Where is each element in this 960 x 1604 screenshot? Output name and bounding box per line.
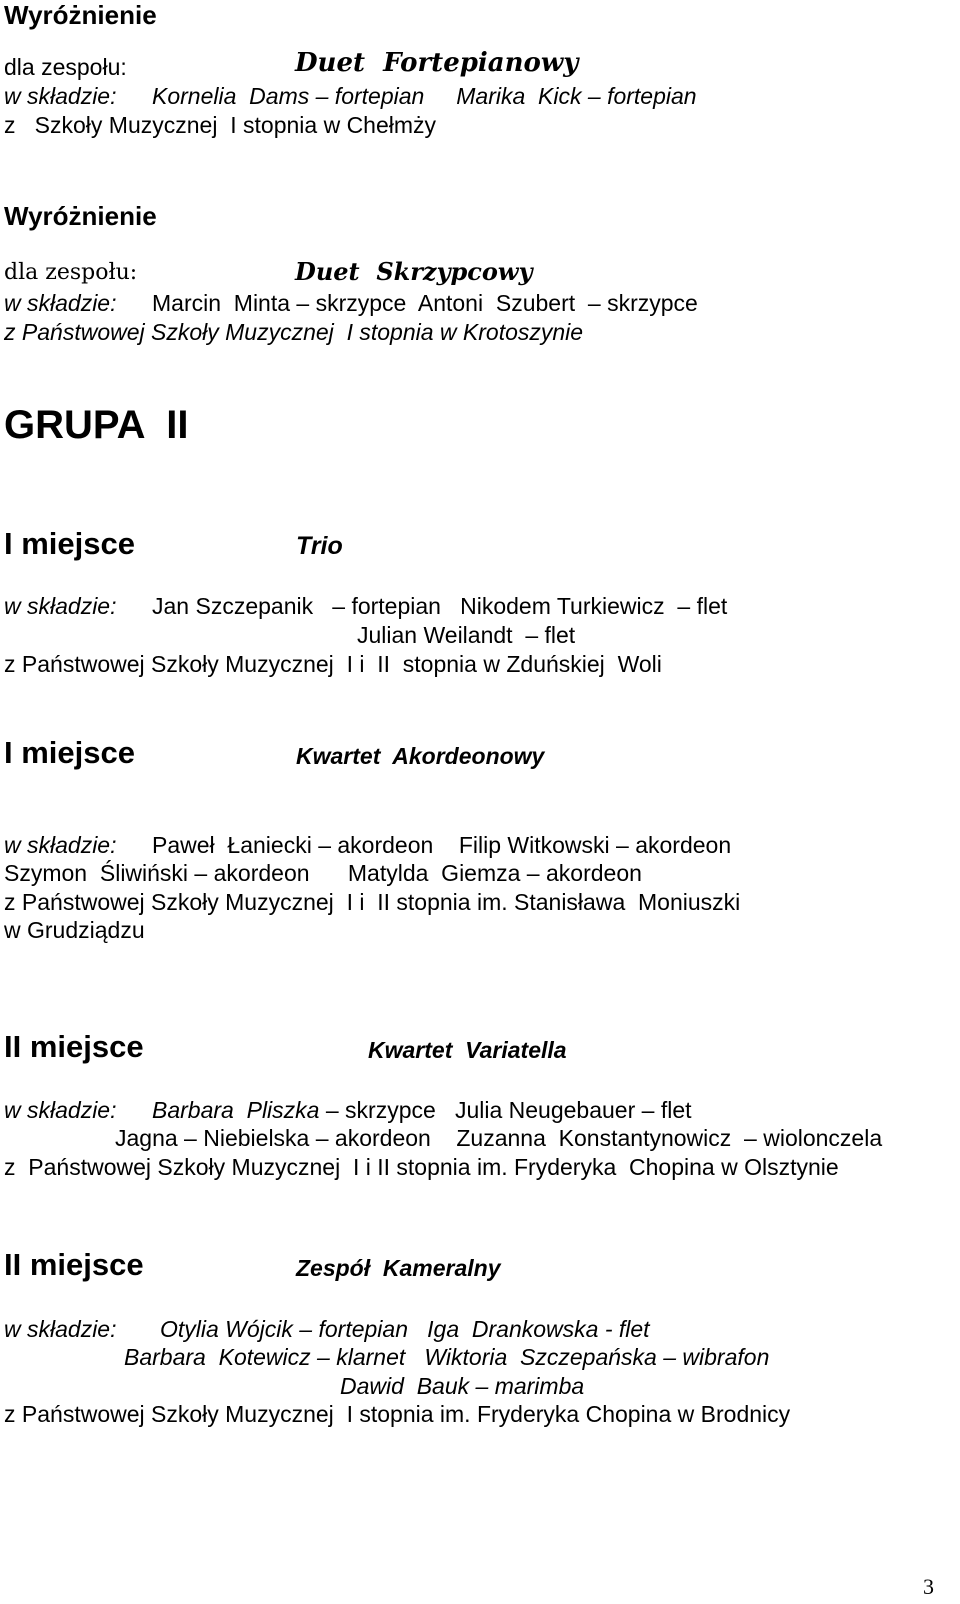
members-line: Szymon Śliwiński – akordeon Matylda Giemza – akordeon bbox=[4, 860, 642, 886]
school-name: z Państwowej Szkoły Muzycznej I stopnia w Krotoszynie bbox=[4, 319, 584, 345]
section-heading: Wyróżnienie bbox=[4, 0, 157, 30]
group-heading: GRUPA II bbox=[4, 403, 189, 447]
members-label: w składzie: bbox=[4, 1316, 117, 1342]
ensemble-name: Kwartet Akordeonowy bbox=[296, 743, 545, 769]
members-line: Jan Szczepanik – fortepian Nikodem Turkiewicz – flet bbox=[152, 593, 728, 619]
members-line: Kornelia Dams – fortepian Marika Kick – fortepian bbox=[152, 83, 697, 109]
member-roles: – skrzypce Julia Neugebauer – flet bbox=[319, 1097, 692, 1123]
school-name: z Państwowej Szkoły Muzycznej I i II stopnia im. Fryderyka Chopina w Olsztynie bbox=[4, 1154, 839, 1180]
ensemble-name: Kwartet Variatella bbox=[368, 1037, 567, 1063]
members-label: w składzie: bbox=[4, 290, 117, 316]
members-label: w składzie: bbox=[4, 832, 117, 858]
members-line: Julian Weilandt – flet bbox=[357, 622, 576, 648]
members-line: Marcin Minta – skrzypce Antoni Szubert – skrzypce bbox=[152, 290, 698, 316]
page-number: 3 bbox=[923, 1574, 934, 1599]
school-name: z Państwowej Szkoły Muzycznej I stopnia im. Fryderyka Chopina w Brodnicy bbox=[4, 1401, 791, 1427]
members-label: w składzie: bbox=[4, 1097, 117, 1123]
ensemble-name: Trio bbox=[296, 532, 343, 560]
school-name-continued: w Grudziądzu bbox=[4, 917, 145, 943]
members-line: Otylia Wójcik – fortepian Iga Drankowska - flet bbox=[160, 1316, 650, 1342]
school-name: z Państwowej Szkoły Muzycznej I i II stopnia w Zduńskiej Woli bbox=[4, 651, 662, 677]
section-heading: Wyróżnienie bbox=[4, 201, 157, 231]
ensemble-name: Zespół Kameralny bbox=[296, 1255, 501, 1281]
school-name: z Szkoły Muzycznej I stopnia w Chełmży bbox=[4, 112, 437, 138]
members-line: Barbara Kotewicz – klarnet Wiktoria Szczepańska – wibrafon bbox=[124, 1344, 770, 1370]
ensemble-name: Duet Fortepianowy bbox=[295, 48, 579, 78]
members-label: w składzie: bbox=[4, 593, 117, 619]
place-heading: II miejsce bbox=[4, 1247, 144, 1282]
team-label: dla zespołu: bbox=[4, 260, 138, 285]
members-line: Paweł Łaniecki – akordeon Filip Witkowski – akordeon bbox=[152, 832, 732, 858]
school-name: z Państwowej Szkoły Muzycznej I i II stopnia im. Stanisława Moniuszki bbox=[4, 889, 741, 915]
place-heading: I miejsce bbox=[4, 526, 135, 561]
members-label: w składzie: bbox=[4, 83, 117, 109]
members-line bbox=[152, 1099, 692, 1122]
ensemble-name: Duet Skrzypcowy bbox=[295, 257, 533, 286]
team-label: dla zespołu: bbox=[4, 54, 127, 80]
members-line: Dawid Bauk – marimba bbox=[340, 1373, 585, 1399]
place-heading: I miejsce bbox=[4, 735, 135, 770]
place-heading: II miejsce bbox=[4, 1029, 144, 1064]
members-line: Jagna – Niebielska – akordeon Zuzanna Konstantynowicz – wiolonczela bbox=[115, 1125, 883, 1151]
member-name: Barbara Pliszka bbox=[152, 1097, 320, 1123]
